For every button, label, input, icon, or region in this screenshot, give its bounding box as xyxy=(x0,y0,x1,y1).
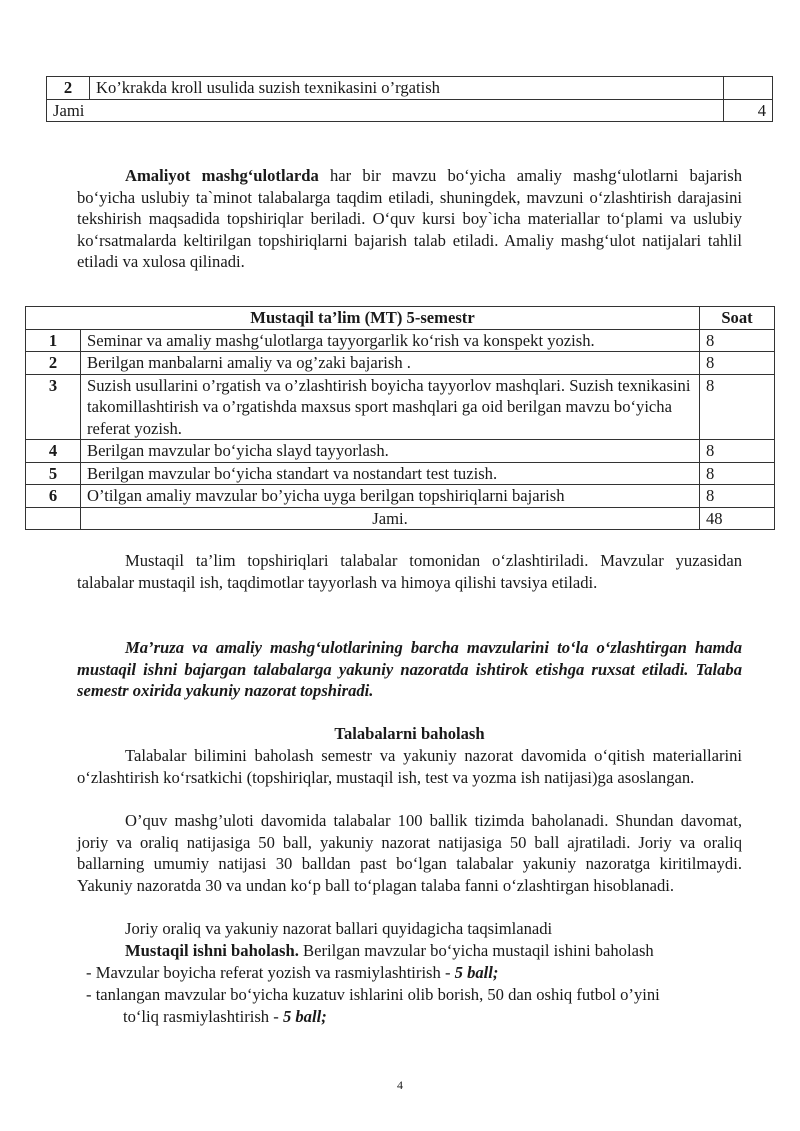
baholash-paragraph-1: Talabalar bilimini baholash semestr va yakuniy nazorat davomida o‘qitish materiallarini o‘zlashtirish ko‘rsatkichi (topshiriqlar, mustaqil ish, test va yozma ish natijasi)ga asoslangan. xyxy=(77,746,742,787)
row-number: 3 xyxy=(26,374,81,440)
mustaqil-paragraph: Mustaqil ta’lim topshiriqlari talabalar tomonidan o‘zlashtiriladi. Mavzular yuzasidan talabalar mustaqil ish, taqdimotlar tayyorlash va himoya qilishi tavsiya etiladi. xyxy=(77,551,742,592)
list-item-score: 5 ball; xyxy=(282,1006,327,1026)
topic-table xyxy=(46,76,773,122)
total-value: 48 xyxy=(700,507,775,530)
row-text: O’tilgan amaliy mavzular bo’yicha uyga berilgan topshiriqlarni bajarish xyxy=(81,485,700,508)
row-topic: Ko’krakda kroll usulida suzish texnikasini o’rgatish xyxy=(90,77,724,100)
row-text: Seminar va amaliy mashg‘ulotlarga tayyorgarlik ko‘rish va konspekt yozish. xyxy=(81,329,700,352)
row-number: 4 xyxy=(26,440,81,463)
row-hours: 8 xyxy=(700,329,775,352)
list-item xyxy=(86,962,742,984)
total-value: 4 xyxy=(724,99,773,122)
list-item-text: tanlangan mavzular bo‘yicha kuzatuv ishlarini olib borish, 50 dan oshiq futbol o’yini xyxy=(95,985,660,1004)
list-item-score: 5 ball; xyxy=(454,963,499,982)
row-text: Berilgan mavzular bo‘yicha standart va nostandart test tuzish. xyxy=(81,462,700,485)
mustaqil-baholash-text: Berilgan mavzular bo‘yicha mustaqil ishini baholash xyxy=(298,941,654,960)
row-text: Berilgan manbalarni amaliy va og’zaki bajarish . xyxy=(81,352,700,375)
mustaqil-baholash-paragraph xyxy=(77,940,742,962)
baholash-paragraph-2: O’quv mashg’uloti davomida talabalar 100 ballik tizimda baholanadi. Shundan davomat, joriy va oraliq natijasiga 50 ball, yakuniy nazorat natijasiga 50 ball ajratiladi. Joriy va oraliq ballarning umumiy natijasi 30 balldan past bo‘lgan talabalar yakuniy nazoratga kiritilmaydi. Yakuniy nazoratda 30 va undan ko‘p ball to‘plagan talaba fanni o‘zlashtirgan hisoblanadi. xyxy=(77,811,742,895)
mustaqil-talim-table xyxy=(25,306,775,530)
amaliy-lead: Amaliyot mashg‘ulotlarda xyxy=(125,166,319,185)
table-row xyxy=(47,77,773,100)
row-number: 5 xyxy=(26,462,81,485)
table-row xyxy=(26,485,775,508)
baholash-title: Talabalarni baholash xyxy=(334,724,485,743)
table-total-row xyxy=(26,507,775,530)
row-number: 2 xyxy=(47,77,90,100)
table-row xyxy=(26,440,775,463)
list-dash: - xyxy=(86,963,96,982)
row-hours: 8 xyxy=(700,352,775,375)
row-number: 1 xyxy=(26,329,81,352)
row-hours: 8 xyxy=(700,485,775,508)
table-row xyxy=(26,462,775,485)
list-item xyxy=(86,984,742,1027)
row-hours: 8 xyxy=(700,374,775,440)
page-number: 4 xyxy=(397,1078,403,1092)
mustaqil-baholash-lead: Mustaqil ishni baholash. xyxy=(125,941,299,960)
table-header: Mustaqil ta’lim (MT) 5-semestr xyxy=(26,307,700,330)
list-item-text-cont: to‘liq rasmiylashtirish - xyxy=(123,1006,283,1026)
table-row xyxy=(26,374,775,440)
maruza-paragraph: Ma’ruza va amaliy mashg‘ulotlarining barcha mavzularini to‘la o‘zlashtirgan hamda mustaqil ishni bajargan talabalarga yakuniy nazoratda ishtirok etishga ruxsat etiladi. Talaba semestr oxirida yakuniy nazorat topshiradi. xyxy=(77,638,742,700)
table-row xyxy=(26,352,775,375)
total-empty-cell xyxy=(26,507,81,530)
row-number: 2 xyxy=(26,352,81,375)
list-dash: - xyxy=(86,985,96,1004)
amaliy-text: har bir mavzu bo‘yicha amaliy mashg‘ulotlarni bajarish bo‘yicha uslubiy ta`minot talabalarga taqdim etiladi, shuningdek, mavzuni o‘zlashtirish darajasini tekshirish maqsadida topshiriqlar beriladi. O‘quv kursi boy`icha materiallar to‘plami va uslubiy ko‘rsatmalarda keltirilgan topshiriqlarni bajarish talab etiladi. Amaliy mashg‘ulot natijalari tahlil etiladi va xulosa qilinadi. xyxy=(77,166,742,271)
hours-header: Soat xyxy=(700,307,775,330)
row-hours: 8 xyxy=(700,440,775,463)
amaliy-paragraph xyxy=(77,165,742,273)
table-header-row xyxy=(26,307,775,330)
row-hours xyxy=(724,77,773,100)
table-row xyxy=(26,329,775,352)
row-text: Berilgan mavzular bo‘yicha slayd tayyorlash. xyxy=(81,440,700,463)
baholash-paragraph-3: Joriy oraliq va yakuniy nazorat ballari quyidagicha taqsimlanadi xyxy=(125,919,553,938)
total-label: Jami. xyxy=(81,507,700,530)
row-hours: 8 xyxy=(700,462,775,485)
total-label: Jami xyxy=(47,99,724,122)
row-number: 6 xyxy=(26,485,81,508)
list-item-text: Mavzular boyicha referat yozish va rasmiylashtirish - xyxy=(95,963,455,982)
row-text: Suzish usullarini o’rgatish va o’zlashtirish boyicha tayyorlov mashqlari. Suzish texnikasini takomillashtirish va o’rgatishda maxsus sport mashqlari ga oid berilgan mavzu bo‘yicha referat yozish. xyxy=(81,374,700,440)
table-total-row xyxy=(47,99,773,122)
